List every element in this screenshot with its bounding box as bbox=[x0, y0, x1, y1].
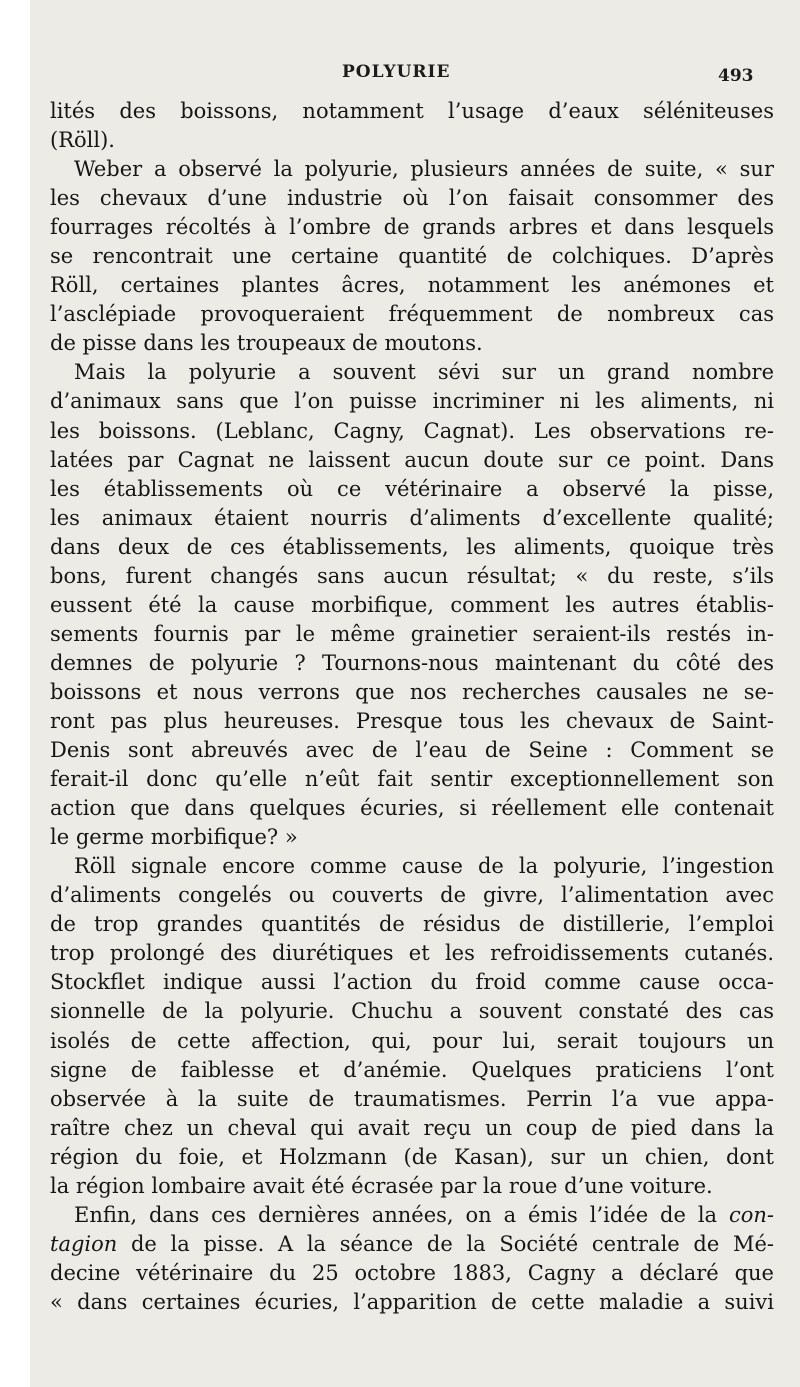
body-text bbox=[50, 97, 774, 1317]
text-line: signe de faiblesse et d’anémie. Quelques praticiens l’ont bbox=[50, 1057, 774, 1082]
text-line: région du foie, et Holzmann (de Kasan), sur un chien, dont bbox=[50, 1144, 774, 1169]
page-number: 493 bbox=[718, 66, 754, 86]
text-line: trop prolongé des diurétiques et les refroidissements cutanés. bbox=[50, 941, 774, 966]
text-line: se rencontrait une certaine quantité de colchiques. D’après bbox=[50, 244, 774, 269]
italic-text: con- bbox=[728, 1202, 774, 1227]
text-line: dans deux de ces établissements, les aliments, quoique très bbox=[50, 534, 774, 559]
text-line: Röll, certaines plantes âcres, notamment les anémones et bbox=[50, 273, 774, 298]
page-left-margin bbox=[14, 0, 30, 1387]
text-line: sements fournis par le même grainetier seraient-ils restés in- bbox=[50, 621, 774, 646]
page-header bbox=[14, 60, 800, 86]
text-line: Röll signale encore comme cause de la polyurie, l’ingestion bbox=[74, 854, 774, 879]
text-line: d’animaux sans que l’on puisse incriminer ni les aliments, ni bbox=[50, 389, 774, 414]
book-page bbox=[14, 0, 800, 1387]
text-line: les établissements où ce vétérinaire a observé la pisse, bbox=[50, 476, 774, 501]
text-line: fourrages récoltés à l’ombre de grands arbres et dans lesquels bbox=[50, 215, 774, 240]
text-line: demnes de polyurie ? Tournons-nous maintenant du côté des bbox=[50, 650, 774, 675]
text-line: boissons et nous verrons que nos recherches causales ne se- bbox=[50, 679, 774, 704]
text-line: bons, furent changés sans aucun résultat; « du reste, s’ils bbox=[50, 563, 774, 588]
text-line: decine vétérinaire du 25 octobre 1883, Cagny a déclaré que bbox=[50, 1260, 774, 1285]
text-line: ront pas plus heureuses. Presque tous les chevaux de Saint- bbox=[50, 708, 774, 733]
text-line: de trop grandes quantités de résidus de distillerie, l’emploi bbox=[50, 912, 774, 937]
text-line: sionnelle de la polyurie. Chuchu a souvent constaté des cas bbox=[50, 999, 774, 1024]
text-line: lités des boissons, notamment l’usage d’eaux séléniteuses bbox=[50, 99, 774, 123]
text-segment: Enfin, dans ces dernières années, on a émis l’idée de la bbox=[74, 1202, 729, 1227]
text-line: de pisse dans les troupeaux de moutons. bbox=[50, 331, 483, 356]
text-line: raître chez un cheval qui avait reçu un coup de pied dans la bbox=[50, 1115, 774, 1140]
running-title: POLYURIE bbox=[342, 62, 451, 82]
text-line: les animaux étaient nourris d’aliments d’excellente qualité; bbox=[50, 505, 774, 530]
text-line bbox=[50, 1230, 774, 1259]
text-line: ferait-il donc qu’elle n’eût fait sentir exceptionnellement son bbox=[50, 767, 774, 792]
text-line: eussent été la cause morbifique, comment les autres établis- bbox=[50, 592, 774, 617]
text-line: isolés de cette affection, qui, pour lui, serait toujours un bbox=[50, 1028, 774, 1053]
text-line: la région lombaire avait été écrasée par la roue d’une voiture. bbox=[50, 1173, 713, 1198]
text-line: action que dans quelques écuries, si réellement elle contenait bbox=[50, 796, 774, 821]
text-line: observée à la suite de traumatismes. Perrin l’a vue appa- bbox=[50, 1086, 774, 1111]
text-line: Mais la polyurie a souvent sévi sur un grand nombre bbox=[74, 360, 774, 385]
text-line: l’asclépiade provoqueraient fréquemment de nombreux cas bbox=[50, 302, 774, 327]
text-line: Weber a observé la polyurie, plusieurs années de suite, « sur bbox=[74, 157, 774, 182]
text-line: les chevaux d’une industrie où l’on faisait consommer des bbox=[50, 186, 774, 211]
text-line: latées par Cagnat ne laissent aucun doute sur ce point. Dans bbox=[50, 447, 774, 472]
italic-text: tagion bbox=[50, 1231, 118, 1256]
text-line: le germe morbifique? » bbox=[50, 825, 298, 850]
text-line: « dans certaines écuries, l’apparition de cette maladie a suivi bbox=[50, 1289, 774, 1314]
text-line: Stockflet indique aussi l’action du froid comme cause occa- bbox=[50, 970, 774, 995]
text-line: d’aliments congelés ou couverts de givre, l’alimentation avec bbox=[50, 883, 774, 908]
text-line: Denis sont abreuvés avec de l’eau de Seine : Comment se bbox=[50, 738, 774, 763]
text-segment: de la pisse. A la séance de la Société centrale de Mé- bbox=[117, 1231, 774, 1256]
text-line bbox=[50, 1201, 774, 1230]
text-line: (Röll). bbox=[50, 128, 115, 153]
text-line: les boissons. (Leblanc, Cagny, Cagnat). Les observations re- bbox=[50, 418, 774, 443]
